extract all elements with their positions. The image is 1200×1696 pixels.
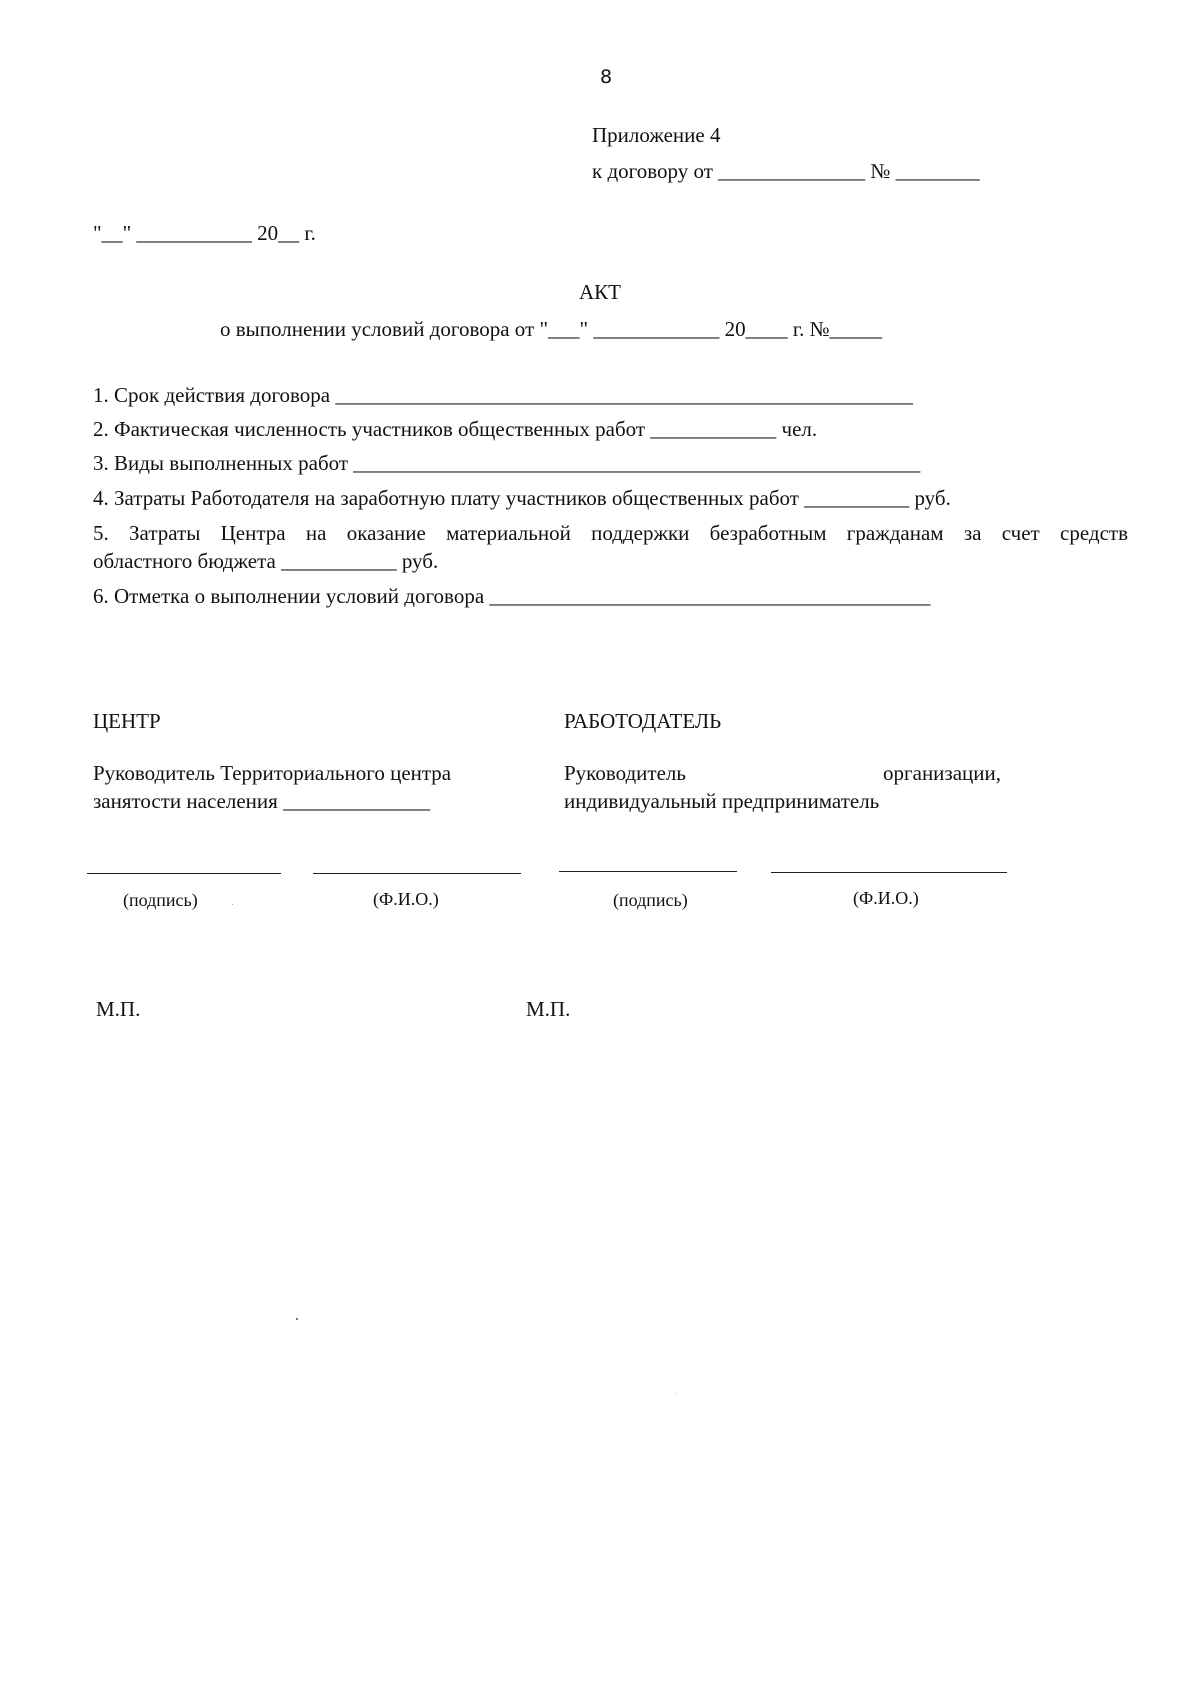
center-name-caption: (Ф.И.О.) — [373, 889, 439, 909]
center-position-continuation: занятости населения ______________ — [93, 789, 431, 813]
employer-heading: РАБОТОДАТЕЛЬ — [564, 709, 722, 733]
appendix-contract-ref: к договору от ______________ № ________ — [592, 159, 980, 183]
act-title: АКТ — [579, 280, 621, 304]
center-signature-caption: (подпись) — [123, 890, 198, 910]
list-item: 5. Затраты Центра на оказание материальной поддержки безработным гражданам за счет средств — [93, 521, 1128, 545]
scan-speck — [232, 904, 233, 905]
employer-signature-caption: (подпись) — [613, 890, 688, 910]
center-stamp-label: М.П. — [96, 997, 141, 1021]
center-heading: ЦЕНТР — [93, 709, 161, 733]
list-item: 1. Срок действия договора _______________________________________________________ — [93, 383, 913, 407]
page-number: 8 — [600, 66, 613, 88]
employer-name-line — [771, 872, 1007, 873]
employer-position: Руководитель организации, — [564, 761, 1001, 785]
act-subtitle: о выполнении условий договора от "___" ____________ 20____ г. №_____ — [220, 317, 883, 341]
appendix-title: Приложение 4 — [592, 123, 721, 147]
scan-speck — [296, 1318, 298, 1320]
center-position: Руководитель Территориального центра — [93, 761, 452, 785]
center-signature-line — [87, 873, 281, 874]
employer-stamp-label: М.П. — [526, 997, 571, 1021]
list-item: 2. Фактическая численность участников общественных работ ____________ чел. — [93, 417, 818, 441]
scan-speck — [675, 1393, 676, 1394]
list-item-continuation: областного бюджета ___________ руб. — [93, 549, 439, 573]
center-name-line — [313, 873, 521, 874]
employer-signature-line — [559, 871, 737, 872]
list-item: 4. Затраты Работодателя на заработную плату участников общественных работ __________ руб. — [93, 486, 951, 510]
list-item: 6. Отметка о выполнении условий договора __________________________________________ — [93, 584, 931, 608]
list-item: 3. Виды выполненных работ ______________________________________________________ — [93, 451, 921, 475]
employer-position-continuation: индивидуальный предприниматель — [564, 789, 880, 813]
employer-name-caption: (Ф.И.О.) — [853, 888, 919, 908]
document-date-line: "__" ___________ 20__ г. — [93, 221, 316, 245]
